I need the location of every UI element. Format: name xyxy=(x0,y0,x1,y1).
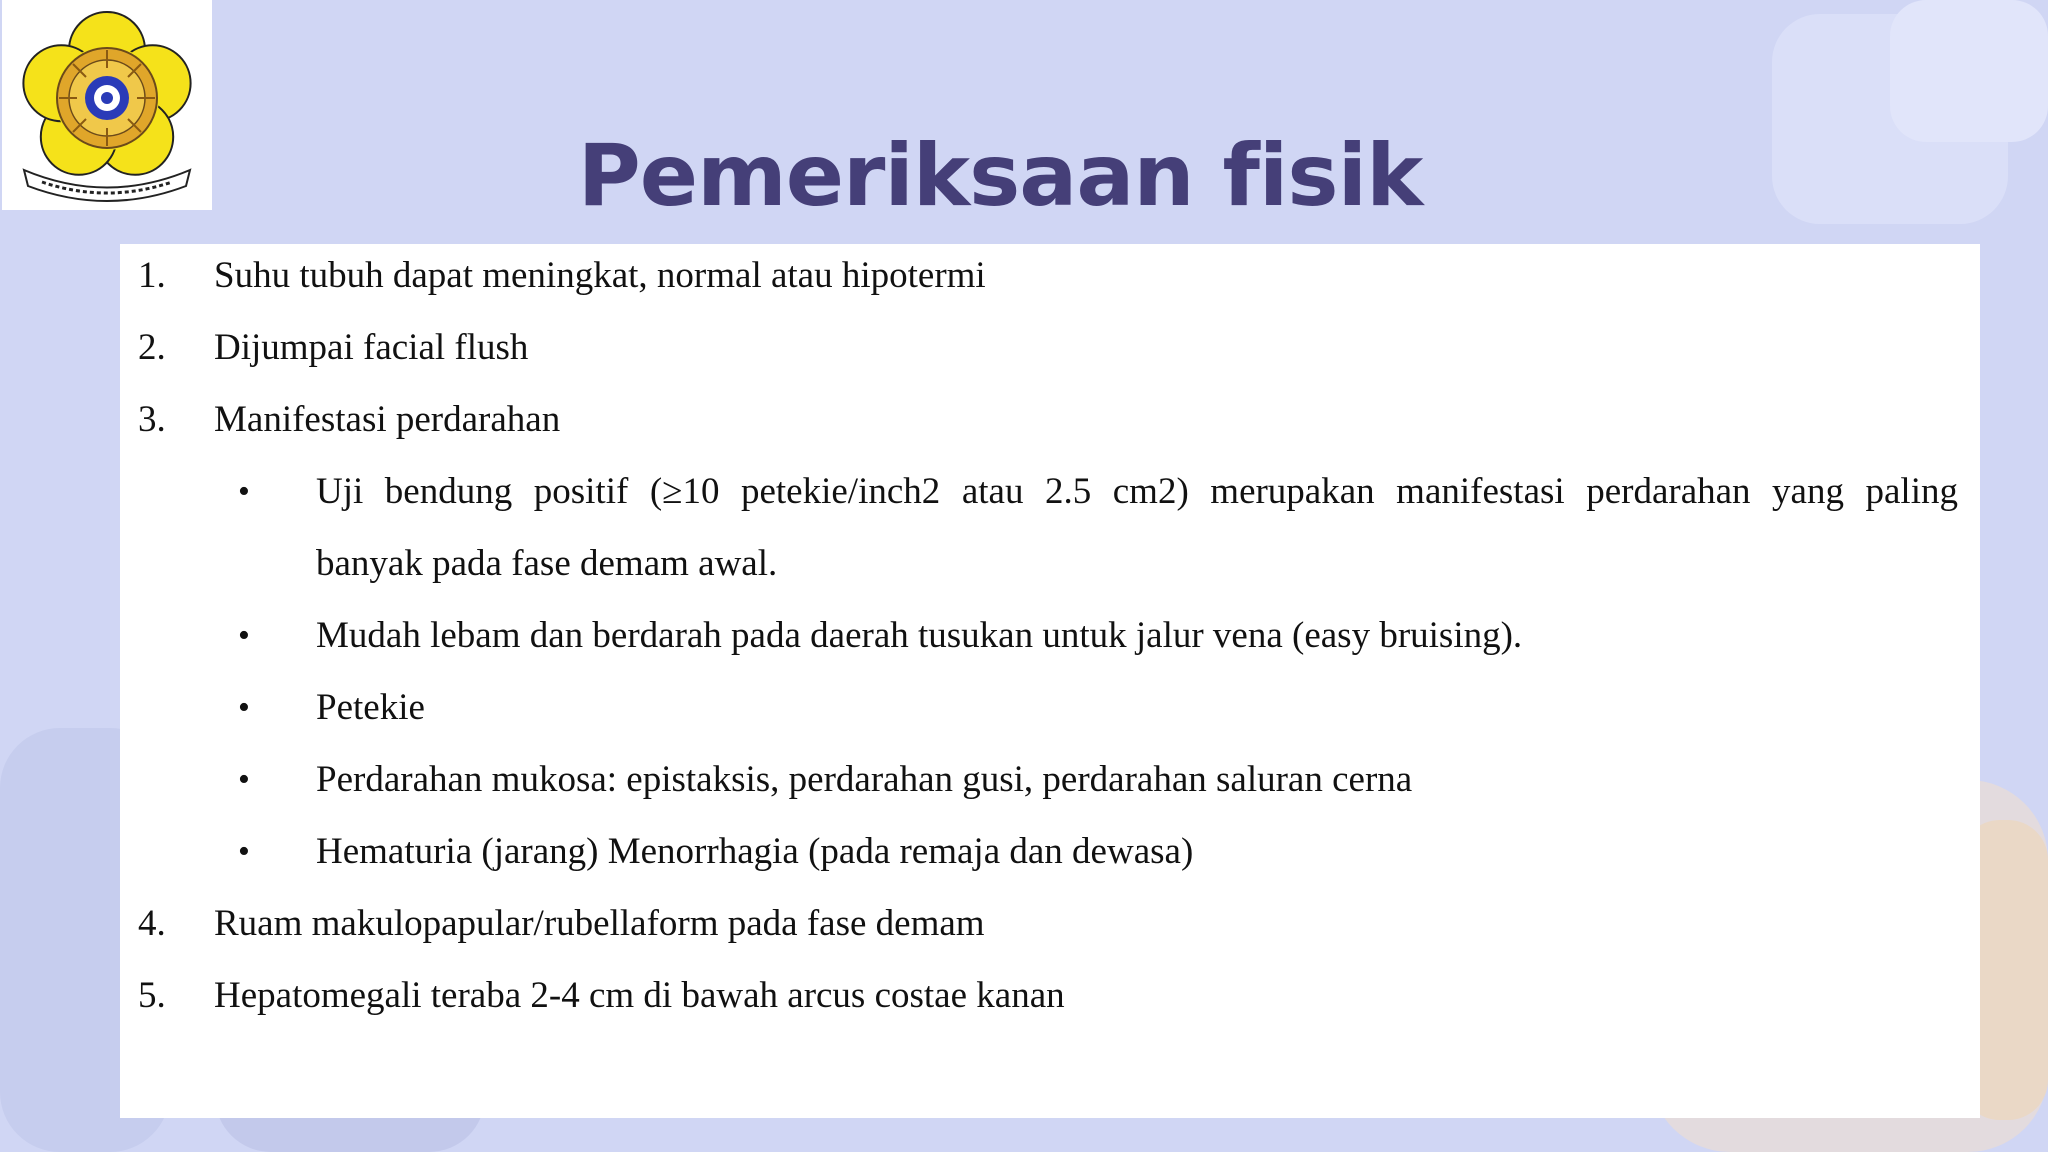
sub-list-text: Uji bendung positif (≥10 petekie/inch2 atau 2.5 cm2) merupakan manifestasi perdarahan yang paling xyxy=(316,471,1958,512)
list-marker: 3. xyxy=(138,399,166,440)
list-text: Hepatomegali teraba 2-4 cm di bawah arcus costae kanan xyxy=(214,975,1065,1016)
sub-list-text: banyak pada fase demam awal. xyxy=(316,543,778,584)
bullet-marker: • xyxy=(238,473,250,510)
list-text: Suhu tubuh dapat meningkat, normal atau hipotermi xyxy=(214,255,986,296)
bullet-marker: • xyxy=(238,833,250,870)
slide-title-text: Pemeriksaan fisik xyxy=(577,126,1423,226)
bullet-marker: • xyxy=(238,761,250,798)
list-marker: 2. xyxy=(138,327,166,368)
sub-list-text: Hematuria (jarang) Menorrhagia (pada remaja dan dewasa) xyxy=(316,831,1194,872)
bg-shape-top-right-small xyxy=(1890,0,2048,142)
list-marker: 5. xyxy=(138,975,166,1016)
sub-list-text: Mudah lebam dan berdarah pada daerah tusukan untuk jalur vena (easy bruising). xyxy=(316,615,1523,656)
slide-title xyxy=(0,126,2048,226)
sub-list-text: Perdarahan mukosa: epistaksis, perdarahan gusi, perdarahan saluran cerna xyxy=(316,759,1413,800)
content-panel xyxy=(120,244,1980,1118)
list-marker: 4. xyxy=(138,903,166,944)
list-marker: 1. xyxy=(138,255,166,296)
bullet-marker: • xyxy=(238,617,250,654)
bullet-marker: • xyxy=(238,689,250,726)
list-text: Ruam makulopapular/rubellaform pada fase demam xyxy=(214,903,985,944)
list-text: Dijumpai facial flush xyxy=(214,327,529,368)
list-text: Manifestasi perdarahan xyxy=(214,399,561,440)
sub-list-text: Petekie xyxy=(316,687,425,728)
